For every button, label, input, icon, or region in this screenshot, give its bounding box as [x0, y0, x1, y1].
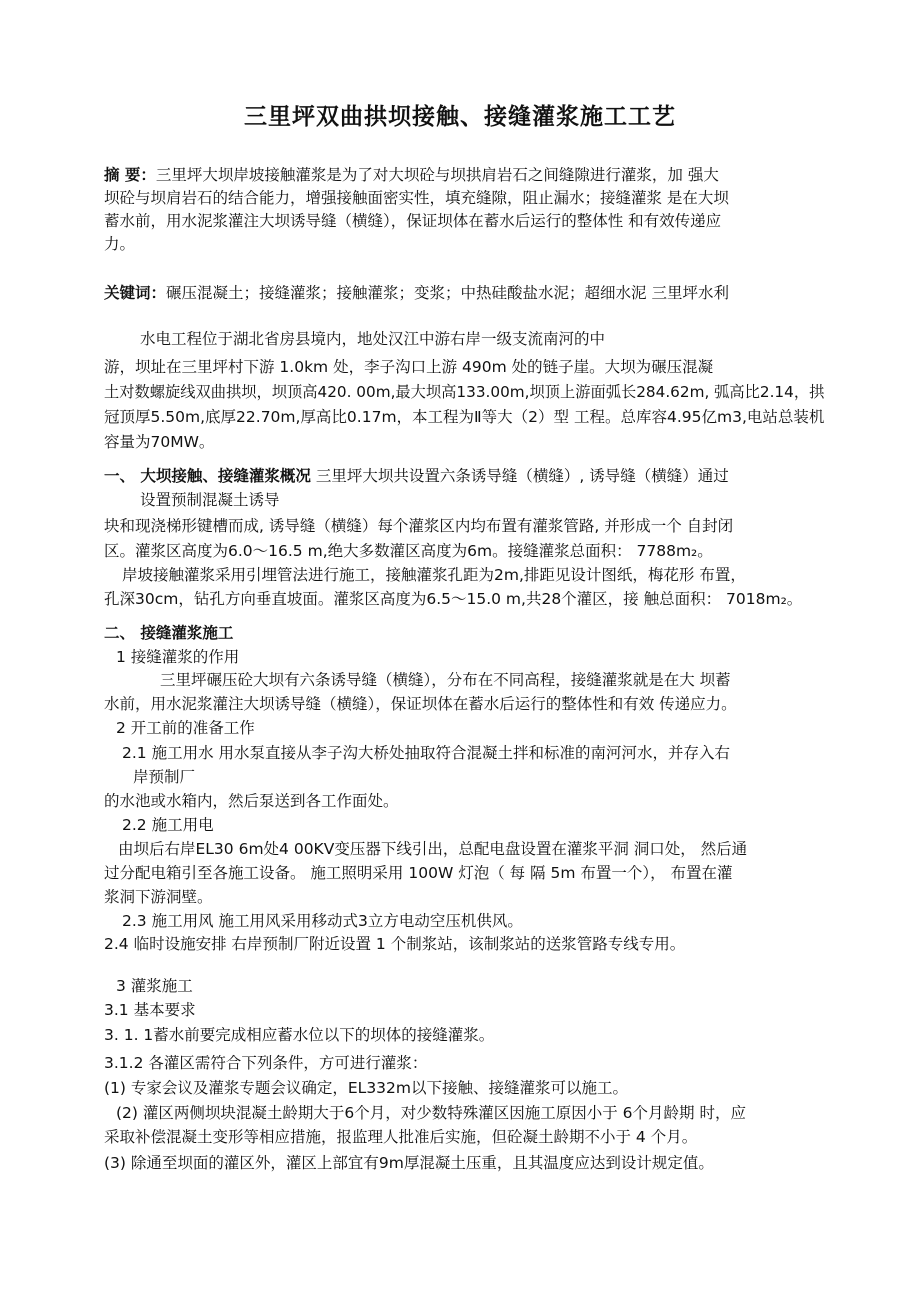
- paragraph-line: 三里坪碾压砼大坝有六条诱导缝（横缝），分布在不同高程，接缝灌浆就是在大 坝蓄: [160, 671, 731, 689]
- abstract-text: 三里坪大坝岸坡接触灌浆是为了对大坝砼与坝拱肩岩石之间缝隙进行灌浆，加 强大: [155, 166, 719, 184]
- keywords-label: 关键词：: [104, 284, 167, 302]
- abstract-line: 蓄水前，用水泥浆灌注大坝诱导缝（横缝），保证坝体在蓄水后运行的整体性 和有效传递应: [104, 212, 722, 230]
- intro-line: 水电工程位于湖北省房县境内，地处汉江中游右岸一级支流南河的中: [140, 330, 606, 348]
- intro-line: 游，坝址在三里坪村下游 1.0km 处，李子沟口上游 490m 处的链子崖。大坝为碾压混凝: [104, 358, 714, 376]
- paragraph-line: 2.1 施工用水 用水泵直接从李子沟大桥处抽取符合混凝土拌和标准的南河河水，并存入右: [122, 744, 731, 762]
- paragraph-line: 水前，用水泥浆灌注大坝诱导缝（横缝），保证坝体在蓄水后运行的整体性和有效 传递应力。: [104, 695, 737, 713]
- section1-line: 块和现浇梯形键槽而成, 诱导缝（横缝）每个灌浆区内均布置有灌浆管路, 并形成一个 自封闭: [104, 517, 734, 535]
- intro-line: 冠顶厚5.50m,底厚22.70m,厚高比0.17m，本工程为Ⅱ等大（2）型 工程。总库容4.95亿m3,电站总装机: [104, 408, 825, 426]
- page-title: 三里坪双曲拱坝接触、接缝灌浆施工工艺: [244, 104, 676, 130]
- subsection-heading: 3.1 基本要求: [104, 1001, 196, 1019]
- abstract-label: 摘 要：: [104, 166, 156, 184]
- section1-line: 孔深30cm，钻孔方向垂直坡面。灌浆区高度为6.5〜15.0 m,共28个灌区，接 触总面积： 7018m₂。: [104, 590, 803, 608]
- subsection-heading: 1 接缝灌浆的作用: [116, 648, 240, 666]
- keywords-line: [104, 282, 729, 304]
- section2-heading: 二、 接缝灌浆施工: [104, 624, 234, 642]
- paragraph-line: 由坝后右岸EL30 6m处4 00KV变压器下线引出，总配电盘设置在灌浆平洞 洞口处， 然后通: [118, 840, 748, 858]
- abstract-line: 坝砼与坝肩岩石的结合能力，增强接触面密实性，填充缝隙，阻止漏水；接缝灌浆 是在大坝: [104, 189, 729, 207]
- intro-line: 土对数螺旋线双曲拱坝，坝顶高420. 00m,最大坝高133.00m,坝顶上游面弧长284.62m, 弧高比2.14，拱: [104, 383, 825, 401]
- section1-text: 三里坪大坝共设置六条诱导缝（横缝）, 诱导缝（横缝）通过: [310, 467, 729, 485]
- list-item: (3) 除通至坝面的灌区外，灌区上部宜有9m厚混凝土压重，且其温度应达到设计规定值。: [104, 1154, 714, 1172]
- subsection-heading: 2 开工前的准备工作: [116, 719, 255, 737]
- intro-line: 容量为70MW。: [104, 433, 215, 451]
- abstract-line: [104, 164, 719, 186]
- keywords-text: 碾压混凝土；接缝灌浆；接触灌浆；变浆；中热硅酸盐水泥；超细水泥 三里坪水利: [166, 284, 729, 302]
- list-item: (2) 灌区两侧坝块混凝土龄期大于6个月，对少数特殊灌区因施工原因小于 6个月龄期 时，应: [116, 1104, 746, 1122]
- section1-heading: 一、 大坝接触、接缝灌浆概况: [104, 467, 311, 485]
- paragraph-line: 2.3 施工用风 施工用风采用移动式3立方电动空压机供风。: [122, 912, 523, 930]
- paragraph-line: 浆洞下游洞壁。: [104, 888, 213, 906]
- abstract-line: 力。: [104, 235, 136, 253]
- paragraph-line: 3.1.2 各灌区需符合下列条件，方可进行灌浆：: [104, 1054, 428, 1072]
- section1-line: 岸坡接触灌浆采用引埋管法进行施工，接触灌浆孔距为2m,排距见设计图纸，梅花形 布置，: [122, 566, 746, 584]
- list-item: (1) 专家会议及灌浆专题会议确定，EL332m以下接触、接缝灌浆可以施工。: [104, 1079, 628, 1097]
- subsection-heading: 3 灌浆施工: [116, 977, 193, 995]
- section1-line: 区。灌浆区高度为6.0〜16.5 m,绝大多数灌区高度为6m。接缝灌浆总面积： 7788m₂。: [104, 542, 713, 560]
- paragraph-line: 2.4 临时设施安排 右岸预制厂附近设置 1 个制浆站，该制浆站的送浆管路专线专用。: [104, 935, 686, 953]
- section1-line: 设置预制混凝土诱导: [140, 491, 280, 509]
- section1-first-line: [104, 465, 729, 487]
- paragraph-line: 的水池或水箱内，然后泵送到各工作面处。: [104, 792, 399, 810]
- paragraph-line: 过分配电箱引至各施工设备。 施工照明采用 100W 灯泡（ 每 隔 5m 布置一个）， 布置在灌: [104, 864, 733, 882]
- paragraph-line: 3. 1. 1蓄水前要完成相应蓄水位以下的坝体的接缝灌浆。: [104, 1026, 495, 1044]
- list-item: 采取补偿混凝土变形等相应措施，报监理人批准后实施，但砼凝土龄期不小于 4 个月。: [104, 1128, 698, 1146]
- subsection-heading: 2.2 施工用电: [122, 816, 214, 834]
- paragraph-line: 岸预制厂: [133, 768, 196, 786]
